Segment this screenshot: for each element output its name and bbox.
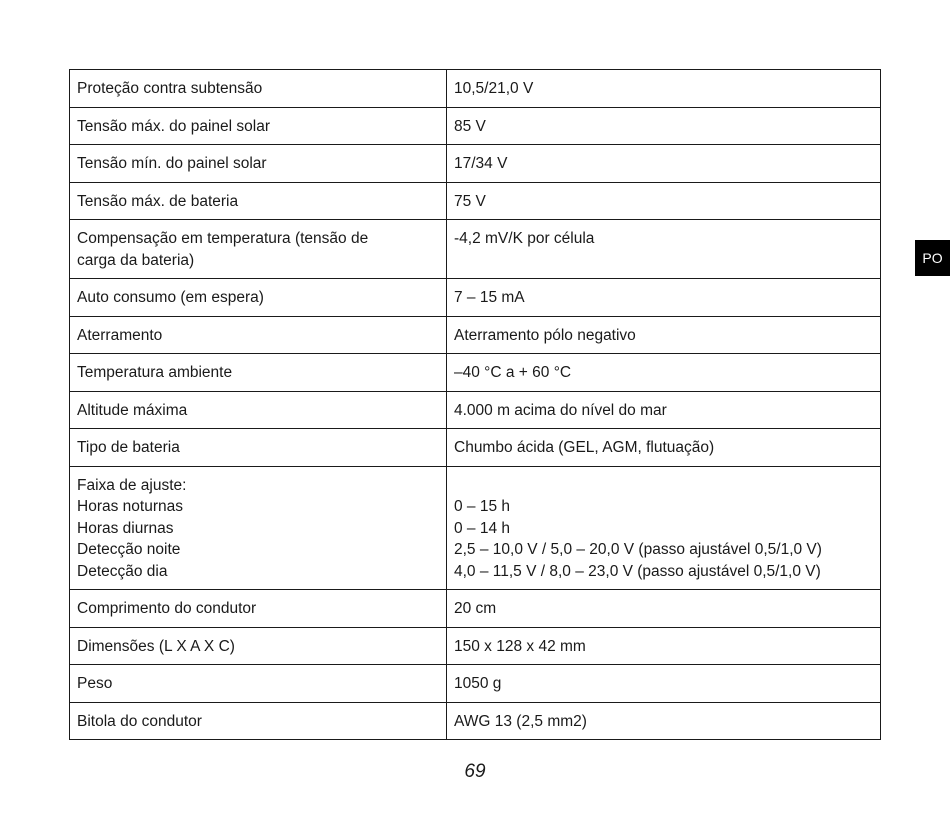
spec-label-cell — [70, 429, 447, 467]
spec-label-cell — [70, 145, 447, 183]
page-number: 69 — [464, 761, 486, 782]
spec-label-line: carga da bateria) — [77, 251, 195, 269]
spec-value-line: 85 V — [454, 117, 486, 135]
spec-label-line: Tensão máx. de bateria — [77, 192, 239, 210]
spec-value-cell — [447, 182, 881, 220]
spec-value-line: 20 cm — [454, 600, 497, 617]
spec-value-cell — [447, 590, 881, 628]
spec-label-cell — [70, 220, 447, 279]
spec-label-cell — [70, 466, 447, 590]
spec-value-line: 1050 g — [454, 675, 502, 692]
spec-value-line: 4,0 – 11,5 V / 8,0 – 23,0 V (passo ajustável 0,5/1,0 V) — [454, 562, 821, 580]
spec-label-line: Detecção dia — [77, 562, 168, 580]
spec-row — [70, 145, 881, 183]
spec-label-cell — [70, 316, 447, 354]
spec-value-cell — [447, 316, 881, 354]
spec-value-cell — [447, 665, 881, 703]
spec-value-cell — [447, 279, 881, 317]
spec-label-line: Altitude máxima — [77, 401, 188, 419]
spec-table — [69, 69, 881, 740]
spec-label-line: Tipo de bateria — [77, 439, 180, 456]
spec-row — [70, 665, 881, 703]
spec-value-line: –40 °C a + 60 °C — [454, 364, 572, 381]
spec-label-cell — [70, 665, 447, 703]
spec-label-line: Horas diurnas — [77, 519, 174, 537]
spec-value-line: Aterramento pólo negativo — [454, 326, 636, 344]
language-tab: PO — [915, 240, 950, 276]
spec-value-line: 2,5 – 10,0 V / 5,0 – 20,0 V (passo ajustável 0,5/1,0 V) — [454, 541, 822, 558]
spec-row — [70, 182, 881, 220]
spec-value-line: 7 – 15 mA — [454, 289, 525, 306]
spec-value-line: 17/34 V — [454, 155, 508, 172]
spec-label-cell — [70, 702, 447, 740]
spec-label-cell — [70, 70, 447, 108]
spec-value-line: 150 x 128 x 42 mm — [454, 637, 586, 655]
spec-value-cell — [447, 466, 881, 590]
spec-value-cell — [447, 391, 881, 429]
spec-label-cell — [70, 279, 447, 317]
spec-row — [70, 220, 881, 279]
spec-row — [70, 107, 881, 145]
spec-row — [70, 590, 881, 628]
spec-label-cell — [70, 391, 447, 429]
spec-value-cell — [447, 220, 881, 279]
spec-value-line — [454, 475, 873, 497]
spec-row — [70, 354, 881, 392]
spec-value-cell — [447, 627, 881, 665]
spec-label-line: Temperatura ambiente — [77, 364, 233, 381]
spec-label-line: Proteção contra subtensão — [77, 80, 263, 97]
spec-label-line: Compensação em temperatura (tensão de — [77, 230, 369, 247]
spec-row — [70, 429, 881, 467]
spec-value-line: Chumbo ácida (GEL, AGM, flutuação) — [454, 439, 715, 456]
spec-table-body — [70, 70, 881, 740]
spec-row — [70, 70, 881, 108]
spec-row — [70, 279, 881, 317]
spec-label-line: Detecção noite — [77, 541, 181, 558]
spec-label-line: Tensão máx. do painel solar — [77, 117, 271, 135]
spec-label-cell — [70, 627, 447, 665]
spec-row — [70, 466, 881, 590]
spec-value-line: 75 V — [454, 192, 486, 210]
spec-value-line: 0 – 15 h — [454, 498, 511, 515]
spec-value-line: 4.000 m acima do nível do mar — [454, 401, 667, 419]
spec-value-cell — [447, 70, 881, 108]
spec-value-line: 0 – 14 h — [454, 519, 511, 537]
spec-row — [70, 391, 881, 429]
spec-value-cell — [447, 702, 881, 740]
spec-value-line: 10,5/21,0 V — [454, 80, 534, 97]
spec-label-line: Aterramento — [77, 326, 163, 344]
spec-label-line: Comprimento do condutor — [77, 600, 257, 617]
spec-value-cell — [447, 145, 881, 183]
spec-label-cell — [70, 182, 447, 220]
spec-row — [70, 316, 881, 354]
spec-label-line: Bitola do condutor — [77, 712, 202, 730]
spec-value-line: AWG 13 (2,5 mm2) — [454, 712, 587, 730]
spec-value-cell — [447, 354, 881, 392]
spec-label-line: Horas noturnas — [77, 498, 183, 515]
spec-label-line: Peso — [77, 675, 113, 692]
spec-row — [70, 702, 881, 740]
spec-label-line: Faixa de ajuste: — [77, 476, 187, 494]
spec-label-cell — [70, 590, 447, 628]
spec-value-cell — [447, 429, 881, 467]
spec-value-cell — [447, 107, 881, 145]
spec-row — [70, 627, 881, 665]
spec-label-cell — [70, 354, 447, 392]
spec-label-line: Tensão mín. do painel solar — [77, 155, 267, 172]
spec-label-cell — [70, 107, 447, 145]
spec-value-line: -4,2 mV/K por célula — [454, 230, 595, 247]
spec-label-line: Dimensões (L X A X C) — [77, 637, 235, 655]
spec-label-line: Auto consumo (em espera) — [77, 289, 264, 306]
